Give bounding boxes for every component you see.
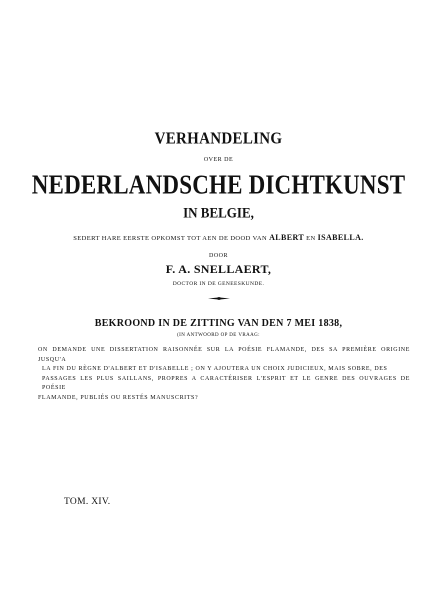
- question-line: ON DEMANDE UNE DISSERTATION RAISONNÉE SUR LA POÉSIE FLAMANDE, DES SA PREMIÈRE ORIGINE JUSQU'A: [38, 347, 410, 363]
- question-line: PASSAGES LES PLUS SAILLANS, PROPRES A CARACTÉRISER L'ESPRIT ET LE GENRE DES OUVRAGES DE POÉSIE: [42, 375, 410, 391]
- answer-note: (IN ANTWOORD OP DE VRAAG:: [177, 333, 260, 338]
- question-line: FLAMANDE, PUBLIÉS OU RESTÉS MANUSCRITS?: [38, 394, 199, 401]
- treatise-heading: VERHANDELING: [154, 129, 283, 149]
- ornament-divider: [208, 297, 230, 300]
- author-name: F. A. SNELLAERT,: [165, 262, 272, 276]
- title-location: IN BELGIE,: [183, 204, 254, 221]
- author-role: DOCTOR IN DE GENEESKUNDE.: [172, 281, 265, 287]
- subtitle-conjunction: EN: [304, 235, 318, 242]
- subtitle-name-isabella: ISABELLA.: [317, 233, 364, 242]
- question-line: LA FIN DU RÈGNE D'ALBERT ET D'ISABELLE ; ON Y AJOUTERA UN CHOIX JUDICIEUX, MAIS SOBRE, DES: [42, 366, 388, 372]
- over-de-text: OVER DE: [203, 157, 234, 163]
- subtitle-name-albert: ALBERT: [269, 233, 305, 242]
- subtitle-prefix: SEDERT HARE EERSTE OPKOMST TOT AEN DE DOOD VAN: [73, 235, 270, 242]
- prize-question: [38, 346, 410, 403]
- award-statement: BEKROOND IN DE ZITTING VAN DEN 7 MEI 1838,: [94, 318, 343, 329]
- door-text: DOOR: [208, 253, 228, 259]
- main-title: NEDERLANDSCHE DICHTKUNST: [31, 169, 406, 200]
- volume-label: TOM. XIV.: [64, 497, 111, 507]
- subtitle-period: [0, 233, 437, 242]
